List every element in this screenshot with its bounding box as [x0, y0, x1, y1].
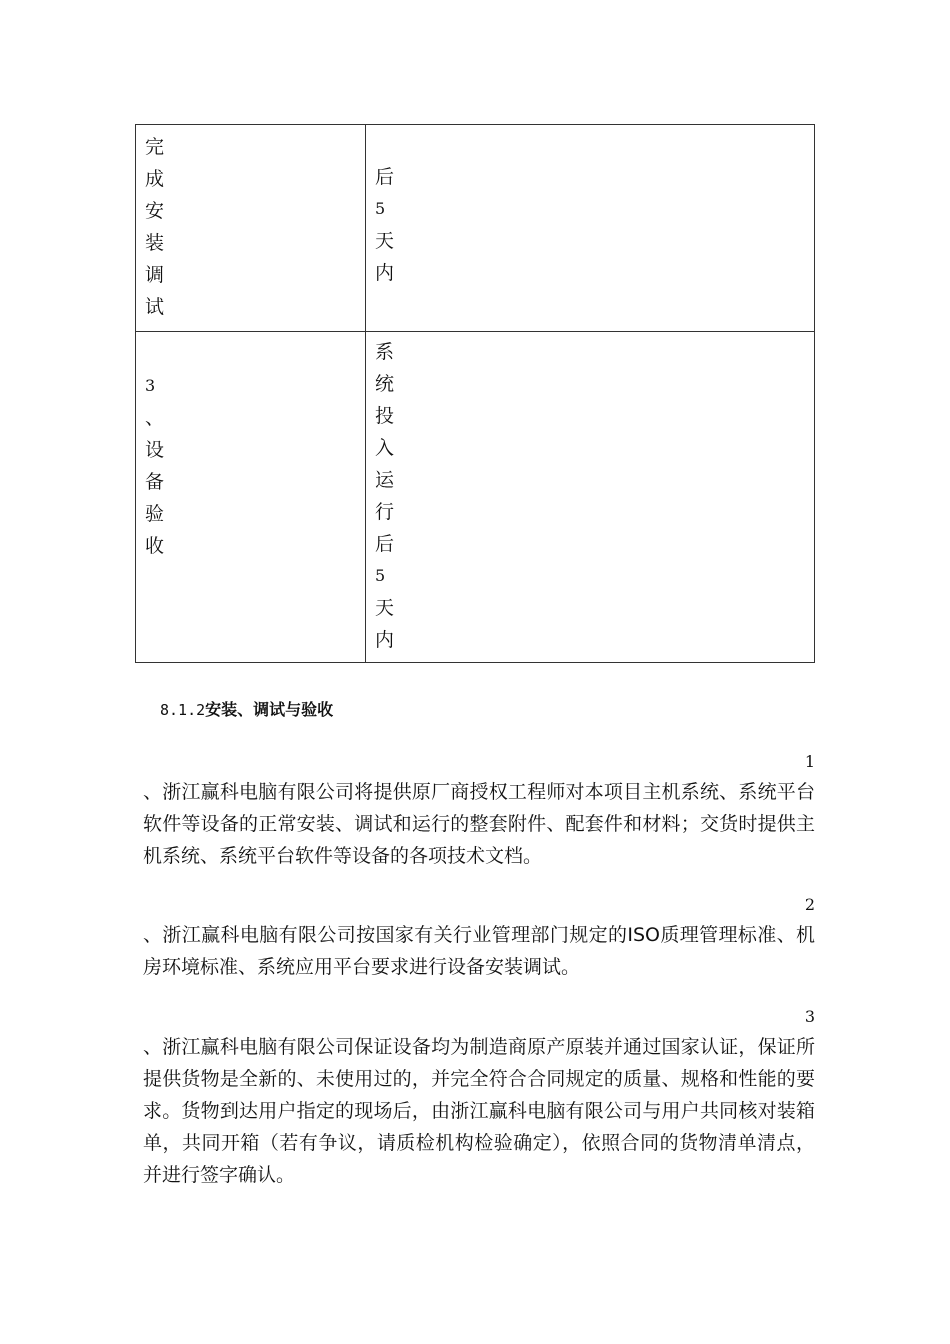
schedule-table: [135, 124, 815, 663]
paragraph: [143, 748, 815, 872]
paragraph: [143, 891, 815, 983]
char: 天: [375, 230, 395, 252]
char: 内: [375, 262, 395, 284]
char: 、: [145, 407, 165, 429]
char: 5: [375, 566, 386, 585]
section-heading: [160, 697, 333, 720]
table-row: [136, 125, 815, 332]
char: 设: [145, 439, 165, 461]
section-title: 安装、调试与验收: [205, 700, 334, 719]
char: 调: [145, 264, 165, 286]
table-cell-time: [366, 332, 815, 663]
char: 安: [145, 200, 165, 222]
paragraph: [143, 1003, 815, 1191]
char: 统: [375, 373, 395, 395]
char: 后: [375, 533, 395, 555]
char: 系: [375, 341, 395, 363]
paragraph-text: 、浙江赢科电脑有限公司保证设备均为制造商原产原装并通过国家认证，保证所提供货物是全新的、未使用过的，并完全符合合同规定的质量、规格和性能的要求。货物到达用户指定的现场后，由浙江赢科电脑有限公司与用户共同核对装箱单，共同开箱（若有争议，请质检机构检验确定），依照合同的货物清单清点，并进行签字确认。: [143, 1036, 815, 1186]
char: 后: [375, 166, 395, 188]
char: 行: [375, 501, 395, 523]
char: 投: [375, 405, 395, 427]
char: 成: [145, 168, 165, 190]
paragraph-text: 、浙江赢科电脑有限公司按国家有关行业管理部门规定的ISO质理管理标准、机房环境标准、系统应用平台要求进行设备安装调试。: [143, 924, 815, 978]
char: 5: [375, 199, 386, 218]
paragraph-number: 3: [804, 1007, 815, 1026]
char: 完: [145, 136, 165, 158]
paragraph-number: 1: [804, 752, 815, 771]
table-cell-stage: [136, 332, 366, 663]
char: 3: [145, 376, 156, 395]
section-number: 8.1.2: [160, 701, 206, 719]
char: 试: [145, 296, 165, 318]
table-row: [136, 332, 815, 663]
char: 装: [145, 232, 165, 254]
char: 收: [145, 535, 165, 557]
char: 天: [375, 597, 395, 619]
paragraph-number: 2: [804, 895, 815, 914]
char: 入: [375, 437, 395, 459]
char: 验: [145, 503, 165, 525]
char: 内: [375, 629, 395, 651]
paragraph-text: 、浙江赢科电脑有限公司将提供原厂商授权工程师对本项目主机系统、系统平台软件等设备的正常安装、调试和运行的整套附件、配套件和材料；交货时提供主机系统、系统平台软件等设备的各项技术文档。: [143, 781, 815, 867]
table-cell-time: [366, 125, 815, 332]
char: 备: [145, 471, 165, 493]
table-cell-stage: [136, 125, 366, 332]
char: 运: [375, 469, 395, 491]
